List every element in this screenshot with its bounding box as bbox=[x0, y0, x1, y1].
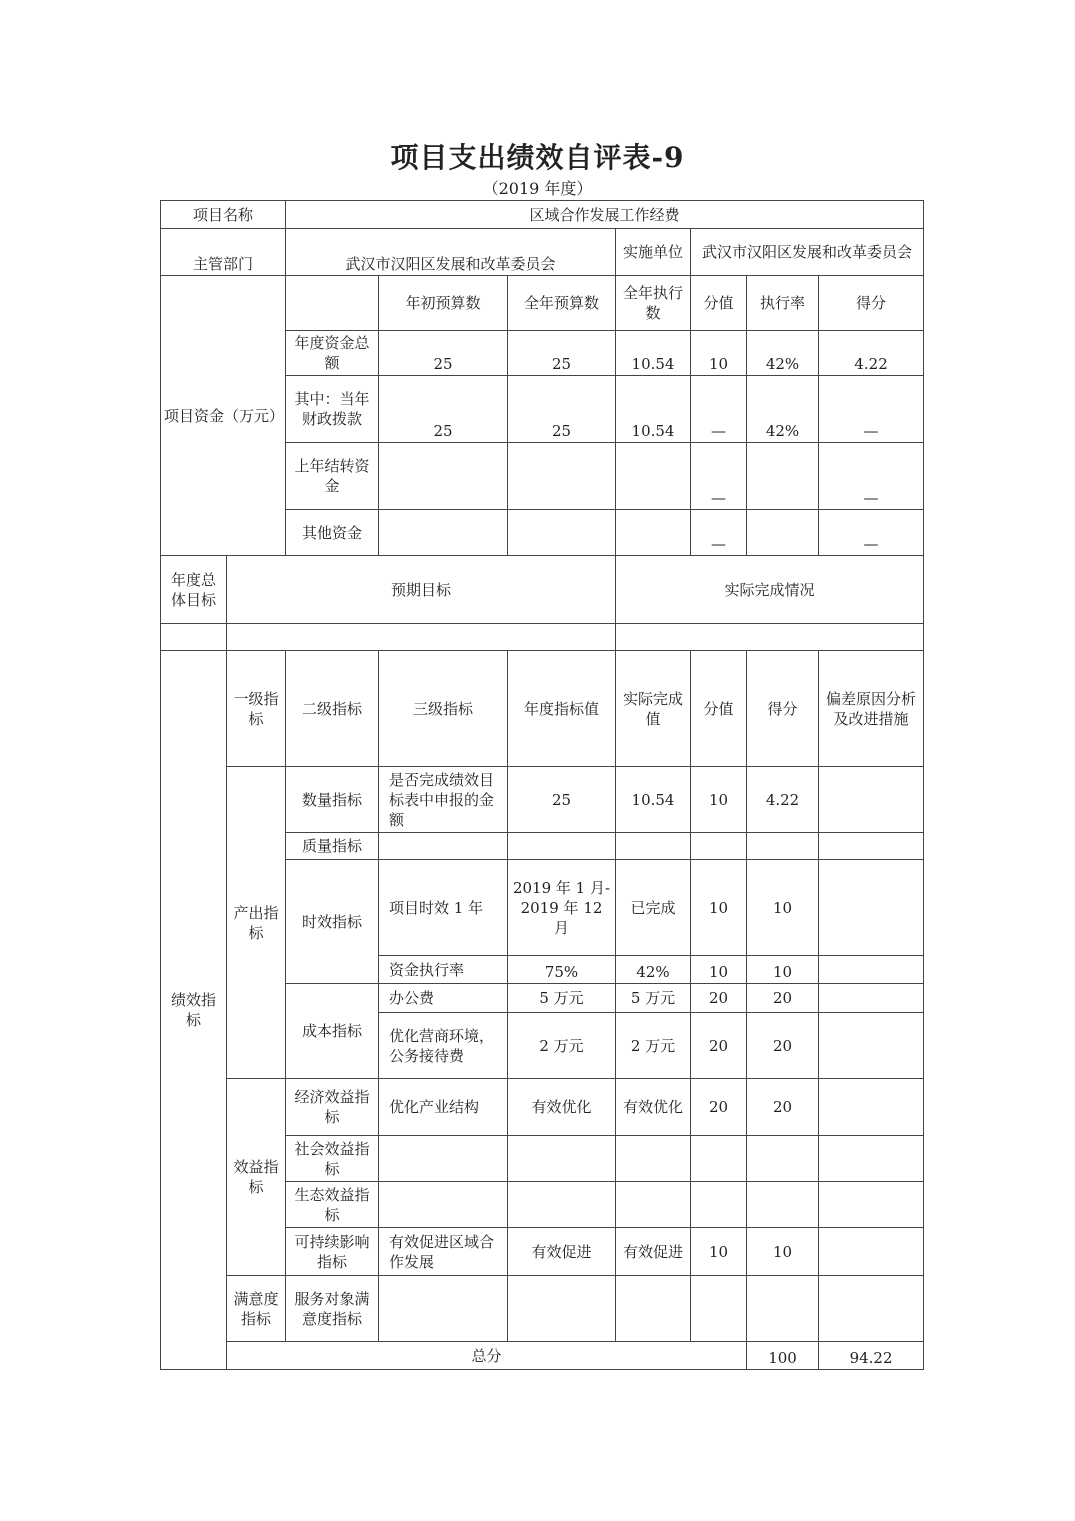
perf-header-l2: 二级指标 bbox=[286, 651, 379, 767]
value-cell: 10 bbox=[691, 767, 747, 833]
l2-quality: 质量指标 bbox=[286, 833, 379, 860]
deviation-cell bbox=[819, 860, 924, 956]
funds-cell bbox=[747, 510, 819, 556]
funds-cell bbox=[508, 443, 616, 510]
funds-cell bbox=[616, 443, 691, 510]
target-cell: 有效促进 bbox=[508, 1228, 616, 1276]
target-cell bbox=[508, 1182, 616, 1228]
total-value: 100 bbox=[747, 1342, 819, 1370]
funds-row-name: 其他资金 bbox=[286, 510, 379, 556]
actual-cell: 2 万元 bbox=[616, 1013, 691, 1079]
page-title: 项目支出绩效自评表-9 bbox=[390, 141, 685, 174]
value-cell: 10 bbox=[691, 956, 747, 984]
funds-cell: — bbox=[819, 510, 924, 556]
total-label: 总分 bbox=[227, 1342, 747, 1370]
goals-label: 年度总体目标 bbox=[161, 556, 227, 624]
l3-cell: 办公费 bbox=[379, 984, 508, 1013]
target-cell bbox=[508, 1136, 616, 1182]
funds-cell: 10 bbox=[691, 331, 747, 376]
deviation-cell bbox=[819, 1136, 924, 1182]
value-cell bbox=[691, 1276, 747, 1342]
target-cell bbox=[508, 1276, 616, 1342]
funds-cell: 10.54 bbox=[616, 376, 691, 443]
deviation-cell bbox=[819, 1276, 924, 1342]
l3-cell: 优化营商环境，公务接待费 bbox=[379, 1013, 508, 1079]
goals-blank bbox=[161, 624, 227, 651]
funds-cell: — bbox=[819, 376, 924, 443]
l1-satisfaction: 满意度指标 bbox=[227, 1276, 286, 1342]
l2-social: 社会效益指标 bbox=[286, 1136, 379, 1182]
perf-header-deviation: 偏差原因分析及改进措施 bbox=[819, 651, 924, 767]
actual-cell: 已完成 bbox=[616, 860, 691, 956]
page-subtitle: （2019 年度） bbox=[482, 179, 593, 198]
target-cell: 75% bbox=[508, 956, 616, 984]
goals-actual-header: 实际完成情况 bbox=[616, 556, 924, 624]
deviation-cell bbox=[819, 1013, 924, 1079]
funds-col-executed: 全年执行数 bbox=[616, 276, 691, 331]
target-cell: 有效优化 bbox=[508, 1079, 616, 1136]
l2-ecological: 生态效益指标 bbox=[286, 1182, 379, 1228]
actual-cell bbox=[616, 1182, 691, 1228]
value-cell bbox=[691, 1182, 747, 1228]
deviation-cell bbox=[819, 767, 924, 833]
actual-cell bbox=[616, 833, 691, 860]
funds-cell: — bbox=[691, 510, 747, 556]
l2-sustainable: 可持续影响指标 bbox=[286, 1228, 379, 1276]
target-cell bbox=[508, 833, 616, 860]
actual-cell bbox=[616, 1136, 691, 1182]
l3-cell: 项目时效 1 年 bbox=[379, 860, 508, 956]
value-cell bbox=[691, 1136, 747, 1182]
l3-cell bbox=[379, 833, 508, 860]
value-cell: 20 bbox=[691, 984, 747, 1013]
funds-cell: 10.54 bbox=[616, 331, 691, 376]
actual-cell bbox=[616, 1276, 691, 1342]
score-cell: 4.22 bbox=[747, 767, 819, 833]
total-score: 94.22 bbox=[819, 1342, 924, 1370]
l2-service: 服务对象满意度指标 bbox=[286, 1276, 379, 1342]
score-cell bbox=[747, 1182, 819, 1228]
actual-cell: 有效促进 bbox=[616, 1228, 691, 1276]
value-cell: 20 bbox=[691, 1079, 747, 1136]
goals-expected-header: 预期目标 bbox=[227, 556, 616, 624]
deviation-cell bbox=[819, 984, 924, 1013]
target-cell: 2019 年 1 月-2019 年 12 月 bbox=[508, 860, 616, 956]
unit-label: 实施单位 bbox=[616, 229, 691, 276]
funds-cell: 25 bbox=[508, 331, 616, 376]
l3-cell: 是否完成绩效目标表中申报的金额 bbox=[379, 767, 508, 833]
score-cell: 20 bbox=[747, 1013, 819, 1079]
deviation-cell bbox=[819, 833, 924, 860]
funds-cell: 4.22 bbox=[819, 331, 924, 376]
funds-col-rate: 执行率 bbox=[747, 276, 819, 331]
perf-label: 绩效指标 bbox=[161, 651, 227, 1370]
funds-cell bbox=[379, 443, 508, 510]
target-cell: 25 bbox=[508, 767, 616, 833]
l1-benefit: 效益指标 bbox=[227, 1079, 286, 1276]
project-name-label: 项目名称 bbox=[161, 201, 286, 229]
funds-row-name: 上年结转资金 bbox=[286, 443, 379, 510]
perf-header-l3: 三级指标 bbox=[379, 651, 508, 767]
funds-cell bbox=[747, 443, 819, 510]
perf-header-score: 得分 bbox=[747, 651, 819, 767]
deviation-cell bbox=[819, 956, 924, 984]
l3-cell bbox=[379, 1182, 508, 1228]
l2-timeliness: 时效指标 bbox=[286, 860, 379, 984]
perf-header-target: 年度指标值 bbox=[508, 651, 616, 767]
score-cell: 10 bbox=[747, 1228, 819, 1276]
deviation-cell bbox=[819, 1182, 924, 1228]
l3-cell: 资金执行率 bbox=[379, 956, 508, 984]
funds-label: 项目资金（万元） bbox=[161, 276, 286, 556]
score-cell bbox=[747, 1276, 819, 1342]
l3-cell: 有效促进区域合作发展 bbox=[379, 1228, 508, 1276]
project-name: 区域合作发展工作经费 bbox=[286, 201, 924, 229]
score-cell: 20 bbox=[747, 1079, 819, 1136]
funds-cell: 25 bbox=[379, 331, 508, 376]
funds-cell: 42% bbox=[747, 376, 819, 443]
l3-cell bbox=[379, 1276, 508, 1342]
goals-actual-value bbox=[616, 624, 924, 651]
score-cell: 10 bbox=[747, 956, 819, 984]
value-cell: 10 bbox=[691, 1228, 747, 1276]
funds-col-annual: 全年预算数 bbox=[508, 276, 616, 331]
l3-cell: 优化产业结构 bbox=[379, 1079, 508, 1136]
perf-header-value: 分值 bbox=[691, 651, 747, 767]
goals-expected-value bbox=[227, 624, 616, 651]
score-cell bbox=[747, 833, 819, 860]
actual-cell: 10.54 bbox=[616, 767, 691, 833]
funds-cell bbox=[616, 510, 691, 556]
l2-economic: 经济效益指标 bbox=[286, 1079, 379, 1136]
l1-output: 产出指标 bbox=[227, 767, 286, 1079]
unit-value: 武汉市汉阳区发展和改革委员会 bbox=[691, 229, 924, 276]
score-cell bbox=[747, 1136, 819, 1182]
funds-cell: 25 bbox=[379, 376, 508, 443]
perf-header-actual: 实际完成值 bbox=[616, 651, 691, 767]
deviation-cell bbox=[819, 1079, 924, 1136]
dept-value: 武汉市汉阳区发展和改革委员会 bbox=[286, 229, 616, 276]
value-cell: 20 bbox=[691, 1013, 747, 1079]
deviation-cell bbox=[819, 1228, 924, 1276]
target-cell: 2 万元 bbox=[508, 1013, 616, 1079]
l2-quantity: 数量指标 bbox=[286, 767, 379, 833]
actual-cell: 有效优化 bbox=[616, 1079, 691, 1136]
funds-cell bbox=[508, 510, 616, 556]
l2-cost: 成本指标 bbox=[286, 984, 379, 1079]
funds-row-name: 年度资金总额 bbox=[286, 331, 379, 376]
value-cell: 10 bbox=[691, 860, 747, 956]
value-cell bbox=[691, 833, 747, 860]
funds-cell: 25 bbox=[508, 376, 616, 443]
funds-col-initial: 年初预算数 bbox=[379, 276, 508, 331]
funds-cell: — bbox=[691, 376, 747, 443]
score-cell: 20 bbox=[747, 984, 819, 1013]
funds-cell: 42% bbox=[747, 331, 819, 376]
funds-col-score: 得分 bbox=[819, 276, 924, 331]
actual-cell: 5 万元 bbox=[616, 984, 691, 1013]
dept-label: 主管部门 bbox=[161, 229, 286, 276]
funds-row-name: 其中：当年财政拨款 bbox=[286, 376, 379, 443]
actual-cell: 42% bbox=[616, 956, 691, 984]
funds-cell: — bbox=[691, 443, 747, 510]
perf-header-l1: 一级指标 bbox=[227, 651, 286, 767]
target-cell: 5 万元 bbox=[508, 984, 616, 1013]
funds-cell: — bbox=[819, 443, 924, 510]
performance-table bbox=[160, 200, 924, 1370]
l3-cell bbox=[379, 1136, 508, 1182]
funds-cell bbox=[379, 510, 508, 556]
funds-col-score-value: 分值 bbox=[691, 276, 747, 331]
score-cell: 10 bbox=[747, 860, 819, 956]
funds-blank-header bbox=[286, 276, 379, 331]
